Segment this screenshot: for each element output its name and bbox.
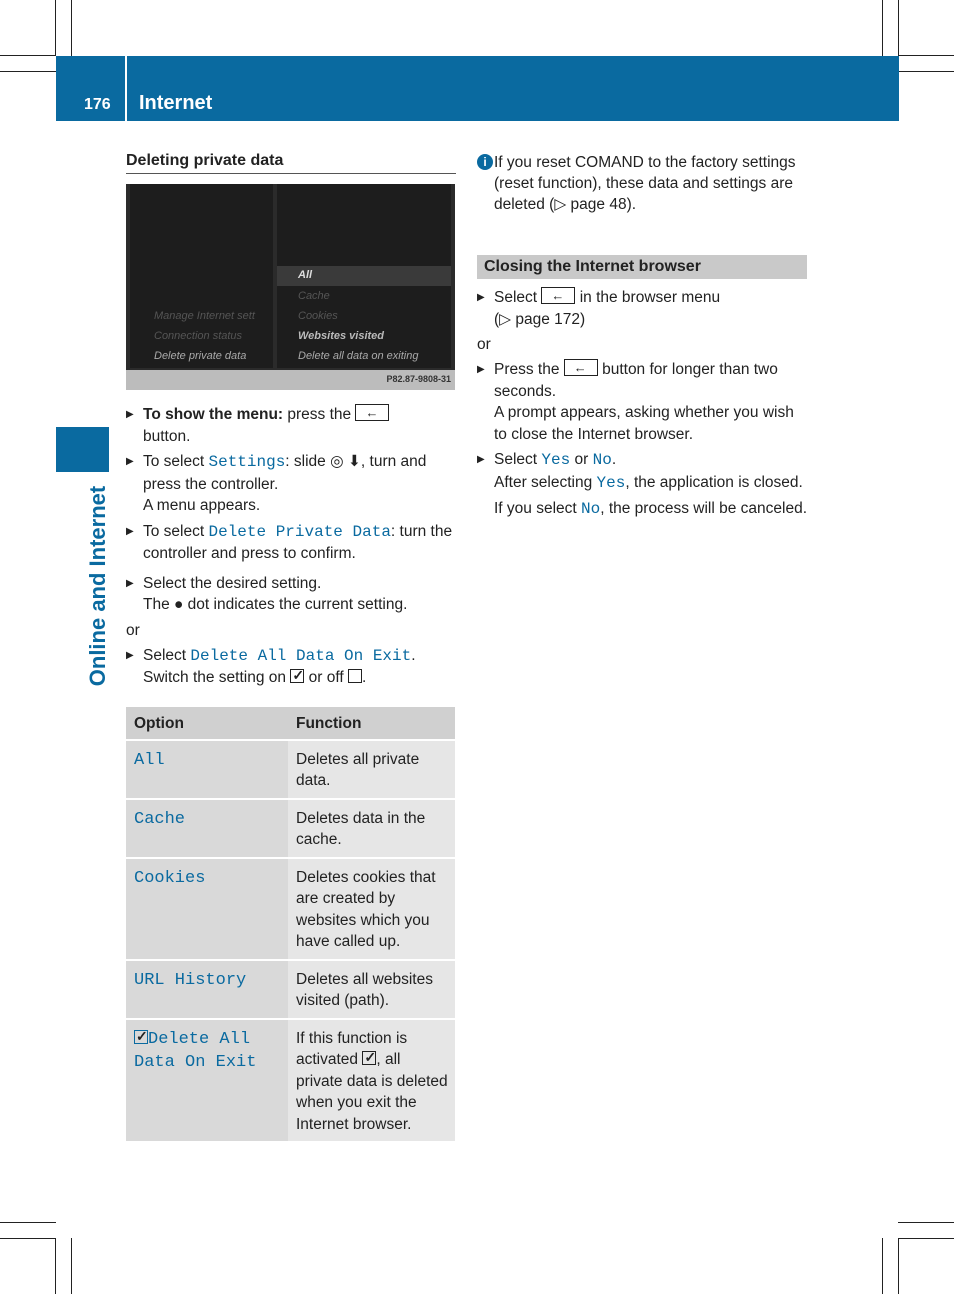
checkbox-checked-icon — [290, 669, 304, 683]
table-header: Option — [126, 707, 288, 740]
screenshot-menu-item: Delete private data — [154, 350, 247, 362]
page-title: Internet — [139, 92, 213, 114]
crop-mark — [71, 1238, 72, 1294]
checkbox-checked-icon — [362, 1051, 376, 1065]
function-text: Deletes all websites visited (path). — [288, 960, 455, 1019]
screenshot-option: Delete all data on exiting — [298, 350, 419, 362]
back-button-icon — [541, 287, 575, 304]
table-row — [126, 1019, 455, 1142]
crop-mark — [898, 1222, 954, 1223]
crop-mark — [898, 1238, 954, 1239]
screenshot-option: Cache — [298, 290, 330, 302]
left-column — [126, 152, 456, 1141]
screenshot-option: Websites visited — [298, 330, 384, 342]
page-header — [56, 56, 899, 121]
section-title-closing: Closing the Internet browser — [477, 255, 807, 279]
step-show-menu: ▶ To show the menu: press the ← button. — [126, 404, 456, 447]
steps-list — [126, 404, 456, 689]
crop-mark — [898, 0, 899, 56]
crop-mark — [71, 0, 72, 56]
option-code: Cookies — [134, 868, 206, 888]
function-text: Deletes cookies that are created by websites which you have called up. — [288, 858, 455, 960]
option-code: All — [134, 750, 165, 770]
function-text: Deletes data in the cache. — [288, 799, 455, 858]
table-header-row — [126, 707, 455, 740]
side-tab-marker — [56, 427, 109, 472]
option-code: URL History — [134, 970, 247, 990]
step-select-yes-no: ▶ Select Yes or No. After selecting Yes, the application is closed. If you select No, the process will be canceled. — [477, 449, 807, 521]
screenshot-menu-item: Connection status — [154, 330, 243, 342]
table-header: Function — [288, 707, 455, 740]
screenshot-menu-item: Manage Internet sett — [154, 310, 255, 322]
or-text: or — [477, 336, 491, 353]
back-button-icon — [564, 359, 598, 376]
step-select-setting: ▶ Select the desired setting. The ● dot indicates the current setting. — [126, 573, 456, 616]
step-select-back: ▶ Select ← in the browser menu (▷ page 172) — [477, 287, 807, 330]
chapter-tab-label: Online and Internet — [85, 485, 110, 687]
crop-mark — [898, 71, 954, 72]
table-row — [126, 960, 455, 1019]
crop-mark — [55, 0, 56, 56]
info-note: i If you reset COMAND to the factory settings (reset function), these data and settings are deleted (▷ page 48). — [477, 152, 807, 215]
crop-mark — [55, 1238, 56, 1294]
table-row — [126, 740, 455, 799]
function-text: If this function is activated ✓, all private data is deleted when you exit the Internet browser. — [288, 1019, 455, 1142]
crop-mark — [898, 1238, 899, 1294]
info-icon: i — [477, 154, 493, 170]
crop-mark — [0, 71, 56, 72]
crop-mark — [0, 1222, 56, 1223]
header-divider — [125, 56, 127, 121]
back-button-icon — [355, 404, 389, 421]
option-code: Cache — [134, 809, 186, 829]
display-screenshot — [126, 184, 455, 390]
crop-mark — [882, 0, 883, 56]
page-number: 176 — [84, 96, 111, 113]
screenshot-code: P82.87-9808-31 — [386, 374, 451, 384]
table-row — [126, 858, 455, 960]
screenshot-option: Cookies — [298, 310, 338, 322]
right-column — [477, 152, 807, 525]
table-row — [126, 799, 455, 858]
section-title-deleting: Deleting private data — [126, 152, 456, 174]
crop-mark — [0, 55, 56, 56]
crop-mark — [882, 1238, 883, 1294]
options-table — [126, 707, 455, 1142]
checkbox-checked-icon — [134, 1030, 148, 1044]
or-text: or — [126, 621, 140, 639]
function-text: Deletes all private data. — [288, 740, 455, 799]
step-select-settings: ▶ To select Settings: slide ◎ ⬇, turn and press the controller. A menu appears. — [126, 451, 456, 517]
step-select-delete-private-data: ▶ To select Delete Private Data: turn the controller and press to confirm. — [126, 521, 456, 565]
option-code: Delete All Data On Exit — [134, 1029, 257, 1072]
crop-mark — [898, 55, 954, 56]
checkbox-empty-icon — [348, 669, 362, 683]
step-select-delete-all-data: ▶ Select Delete All Data On Exit. Switch the setting on ✓ or off . — [126, 645, 456, 689]
step-press-back: ▶ Press the ← button for longer than two seconds. A prompt appears, asking whether you wish to close the Internet browser. — [477, 359, 807, 445]
crop-mark — [0, 1238, 56, 1239]
screenshot-option: All — [298, 269, 313, 281]
